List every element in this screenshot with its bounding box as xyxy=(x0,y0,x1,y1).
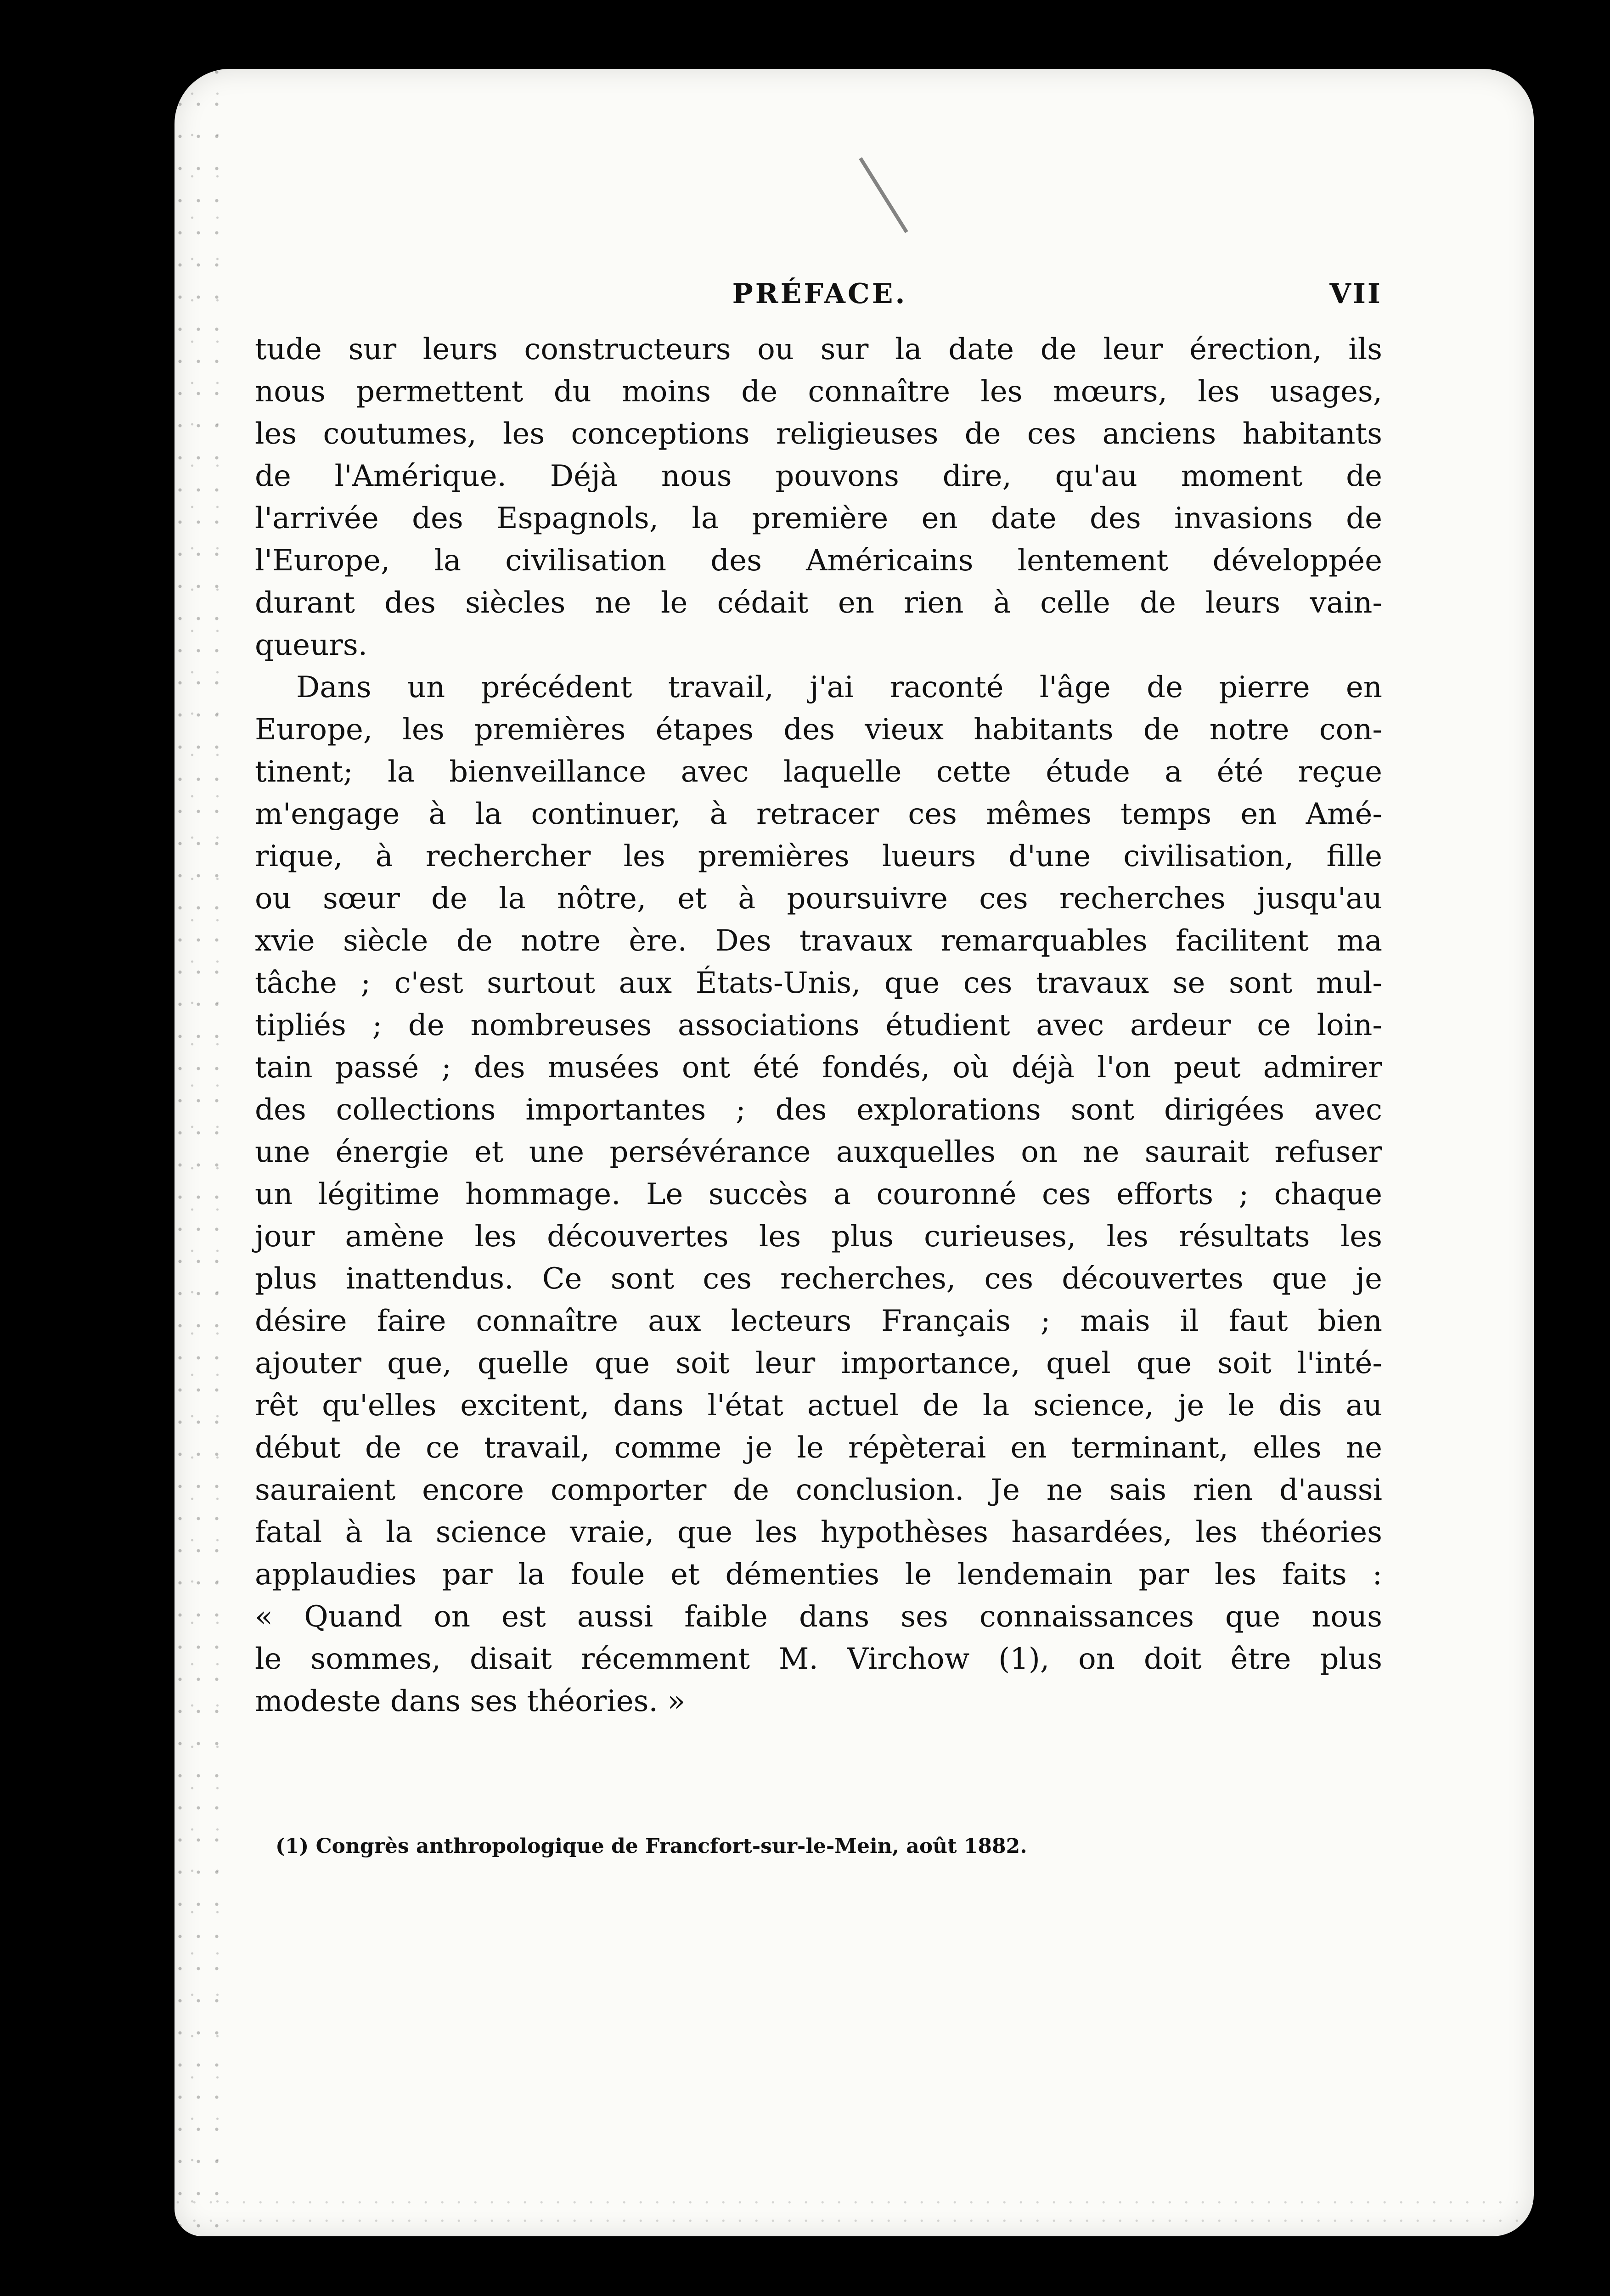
text-line: m'engage à la continuer, à retracer ces mêmes temps en Amé- xyxy=(255,797,1382,831)
text-line: les coutumes, les conceptions religieuses de ces anciens habitants xyxy=(255,417,1382,451)
text-line: Dans un précédent travail, j'ai raconté l'âge de pierre en xyxy=(296,670,1382,704)
text-line: tinent; la bienveillance avec laquelle cette étude a été reçue xyxy=(255,755,1382,789)
text-line: applaudies par la foule et démenties le lendemain par les faits : xyxy=(255,1558,1382,1592)
text-line: « Quand on est aussi faible dans ses connaissances que nous xyxy=(255,1600,1382,1634)
text-line: ou sœur de la nôtre, et à poursuivre ces recherches jusqu'au xyxy=(255,882,1382,916)
running-title: PRÉFACE. xyxy=(732,278,907,310)
text-line: nous permettent du moins de connaître les mœurs, les usages, xyxy=(255,375,1382,409)
footnote: (1) Congrès anthropologique de Francfort-sur-le-Mein, août 1882. xyxy=(276,1835,1027,1858)
running-head xyxy=(257,278,1382,319)
text-line: un légitime hommage. Le succès a couronné ces efforts ; chaque xyxy=(255,1177,1382,1211)
text-line: tain passé ; des musées ont été fondés, où déjà l'on peut admirer xyxy=(255,1051,1382,1085)
page-edge-speckle xyxy=(175,69,230,2236)
text-line: jour amène les découvertes les plus curieuses, les résultats les xyxy=(255,1220,1382,1254)
text-line: tipliés ; de nombreuses associations étudient avec ardeur ce loin- xyxy=(255,1008,1382,1042)
text-line: sauraient encore comporter de conclusion. Je ne sais rien d'aussi xyxy=(255,1473,1382,1507)
text-line: Europe, les premières étapes des vieux habitants de notre con- xyxy=(255,713,1382,747)
pencil-mark xyxy=(859,157,908,233)
body-text xyxy=(255,328,1382,1722)
text-line: tâche ; c'est surtout aux États-Unis, que ces travaux se sont mul- xyxy=(255,966,1382,1000)
text-line: ajouter que, quelle que soit leur importance, quel que soit l'inté- xyxy=(255,1346,1382,1380)
text-line: début de ce travail, comme je le répèterai en terminant, elles ne xyxy=(255,1431,1382,1465)
text-line: durant des siècles ne le cédait en rien à celle de leurs vain- xyxy=(255,586,1382,620)
book-page xyxy=(175,69,1534,2236)
text-line: l'arrivée des Espagnols, la première en date des invasions de xyxy=(255,501,1382,535)
text-line: désire faire connaître aux lecteurs Français ; mais il faut bien xyxy=(255,1304,1382,1338)
text-line: xvie siècle de notre ère. Des travaux remarquables facilitent ma xyxy=(255,924,1382,958)
text-line: plus inattendus. Ce sont ces recherches, ces découvertes que je xyxy=(255,1262,1382,1296)
text-line: de l'Amérique. Déjà nous pouvons dire, qu'au moment de xyxy=(255,459,1382,493)
text-line: le sommes, disait récemment M. Virchow (1), on doit être plus xyxy=(255,1642,1382,1676)
text-line: tude sur leurs constructeurs ou sur la date de leur érection, ils xyxy=(255,332,1382,366)
text-line: rêt qu'elles excitent, dans l'état actuel de la science, je le dis au xyxy=(255,1389,1382,1423)
text-line: une énergie et une persévérance auxquelles on ne saurait refuser xyxy=(255,1135,1382,1169)
text-line: des collections importantes ; des explorations sont dirigées avec xyxy=(255,1093,1382,1127)
text-line: queurs. xyxy=(255,628,368,662)
text-line: fatal à la science vraie, que les hypothèses hasardées, les théories xyxy=(255,1515,1382,1549)
text-line: l'Europe, la civilisation des Américains lentement développée xyxy=(255,544,1382,578)
text-line: rique, à rechercher les premières lueurs d'une civilisation, fille xyxy=(255,839,1382,873)
text-line: modeste dans ses théories. » xyxy=(255,1684,686,1718)
page-number: VII xyxy=(1329,278,1382,310)
page-bottom-speckle xyxy=(175,2195,1534,2236)
